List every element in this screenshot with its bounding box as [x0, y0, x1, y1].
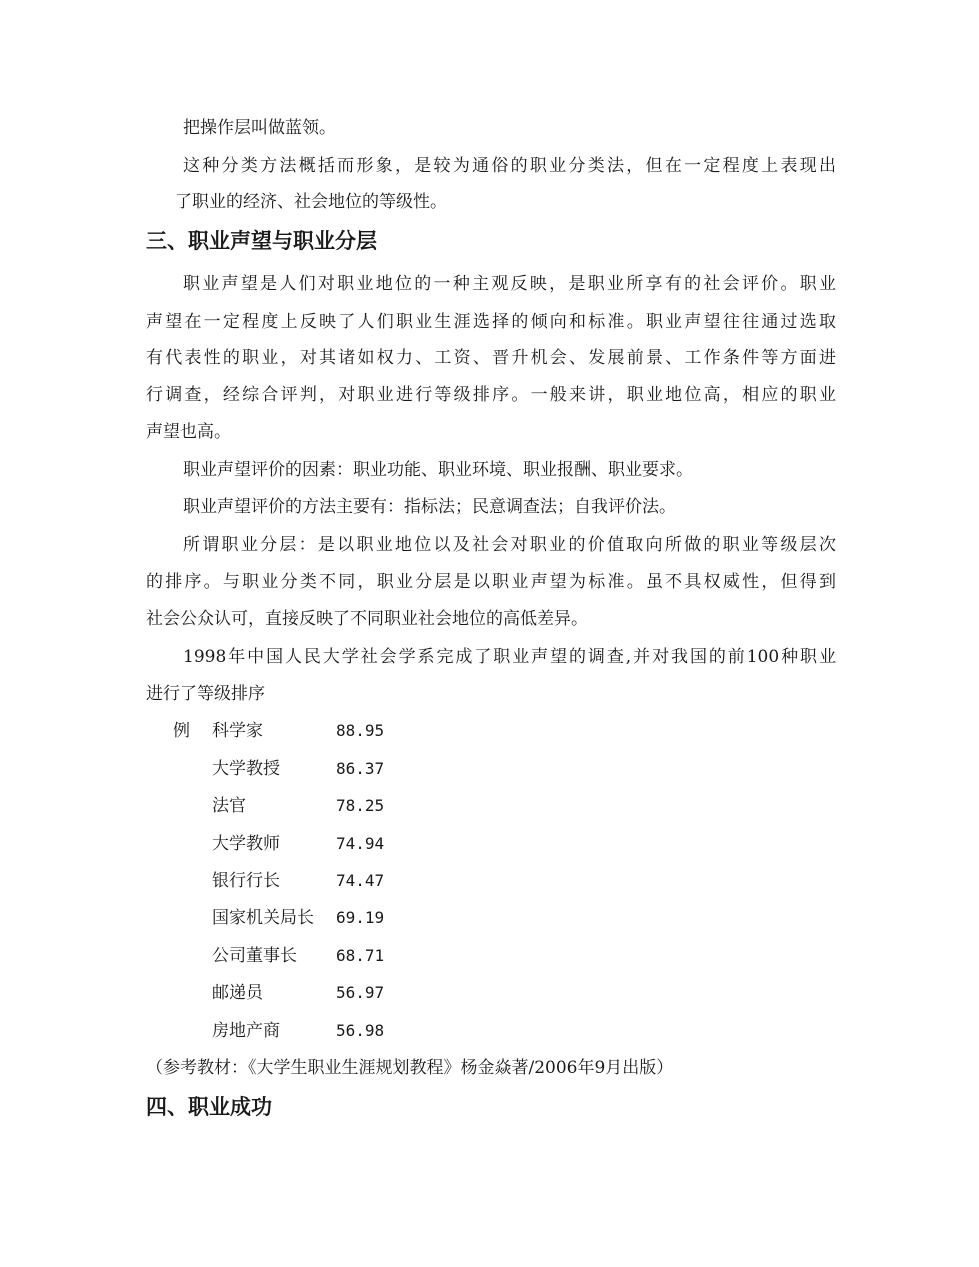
- ranking-name: 国家机关局长: [212, 908, 314, 928]
- section-3-para2-line-2: 的排序。与职业分类不同，职业分层是以职业声望为标准。虽不具权威性，但得到: [146, 572, 836, 592]
- section-3-para1-line-4: 行调查，经综合评判，对职业进行等级排序。一般来讲，职业地位高，相应的职业: [146, 385, 836, 405]
- section-3-heading: 三、职业声望与职业分层: [146, 229, 377, 253]
- intro-line-1: 把操作层叫做蓝领。: [183, 118, 336, 138]
- intro-line-3: 了职业的经济、社会地位的等级性。: [175, 192, 447, 212]
- ranking-score: 88.95: [336, 721, 385, 740]
- ranking-name: 法官: [212, 796, 246, 816]
- ranking-score: 56.97: [336, 983, 385, 1002]
- ranking-name: 房地产商: [212, 1021, 280, 1041]
- section-3-para1-line-5: 声望也高。: [146, 422, 231, 442]
- ranking-name: 大学教授: [212, 759, 280, 779]
- section-3-para1-line-3: 有代表性的职业，对其诸如权力、工资、晋升机会、发展前景、工作条件等方面进: [146, 348, 836, 368]
- reference-citation: （参考教材：《大学生职业生涯规划教程》杨金焱著/2006年9月出版）: [146, 1058, 674, 1078]
- section-3-para1-line-2: 声望在一定程度上反映了人们职业生涯选择的倾向和标准。职业声望往往通过选取: [146, 312, 836, 332]
- ranking-score: 74.94: [336, 834, 385, 853]
- section-3-para2-line-3: 社会公众认可，直接反映了不同职业社会地位的高低差异。: [146, 609, 588, 629]
- section-3-para1-line-1: 职业声望是人们对职业地位的一种主观反映，是职业所享有的社会评价。职业: [183, 274, 836, 294]
- ranking-score: 56.98: [336, 1021, 385, 1040]
- ranking-name: 科学家: [212, 721, 263, 741]
- ranking-score: 78.25: [336, 796, 385, 815]
- factors-text: 职业声望评价的因素：职业功能、职业环境、职业报酬、职业要求。: [183, 460, 693, 480]
- ranking-name: 大学教师: [212, 834, 280, 854]
- section-3-para2-line-1: 所谓职业分层：是以职业地位以及社会对职业的价值取向所做的职业等级层次: [183, 535, 836, 555]
- ranking-score: 74.47: [336, 871, 385, 890]
- ranking-score: 86.37: [336, 759, 385, 778]
- ranking-name: 邮递员: [212, 983, 263, 1003]
- ranking-name: 公司董事长: [212, 946, 297, 966]
- section-3-para3-line-2: 进行了等级排序: [146, 684, 265, 704]
- methods-text: 职业声望评价的方法主要有：指标法；民意调查法；自我评价法。: [183, 497, 676, 517]
- ranking-score: 69.19: [336, 908, 385, 927]
- example-prefix: 例: [173, 721, 190, 741]
- intro-line-2: 这种分类方法概括而形象，是较为通俗的职业分类法，但在一定程度上表现出: [183, 156, 836, 176]
- section-3-para3-line-1: 1998年中国人民大学社会学系完成了职业声望的调查,并对我国的前100种职业: [183, 647, 836, 667]
- ranking-score: 68.71: [336, 946, 385, 965]
- section-4-heading: 四、职业成功: [146, 1095, 272, 1119]
- ranking-name: 银行行长: [212, 871, 280, 891]
